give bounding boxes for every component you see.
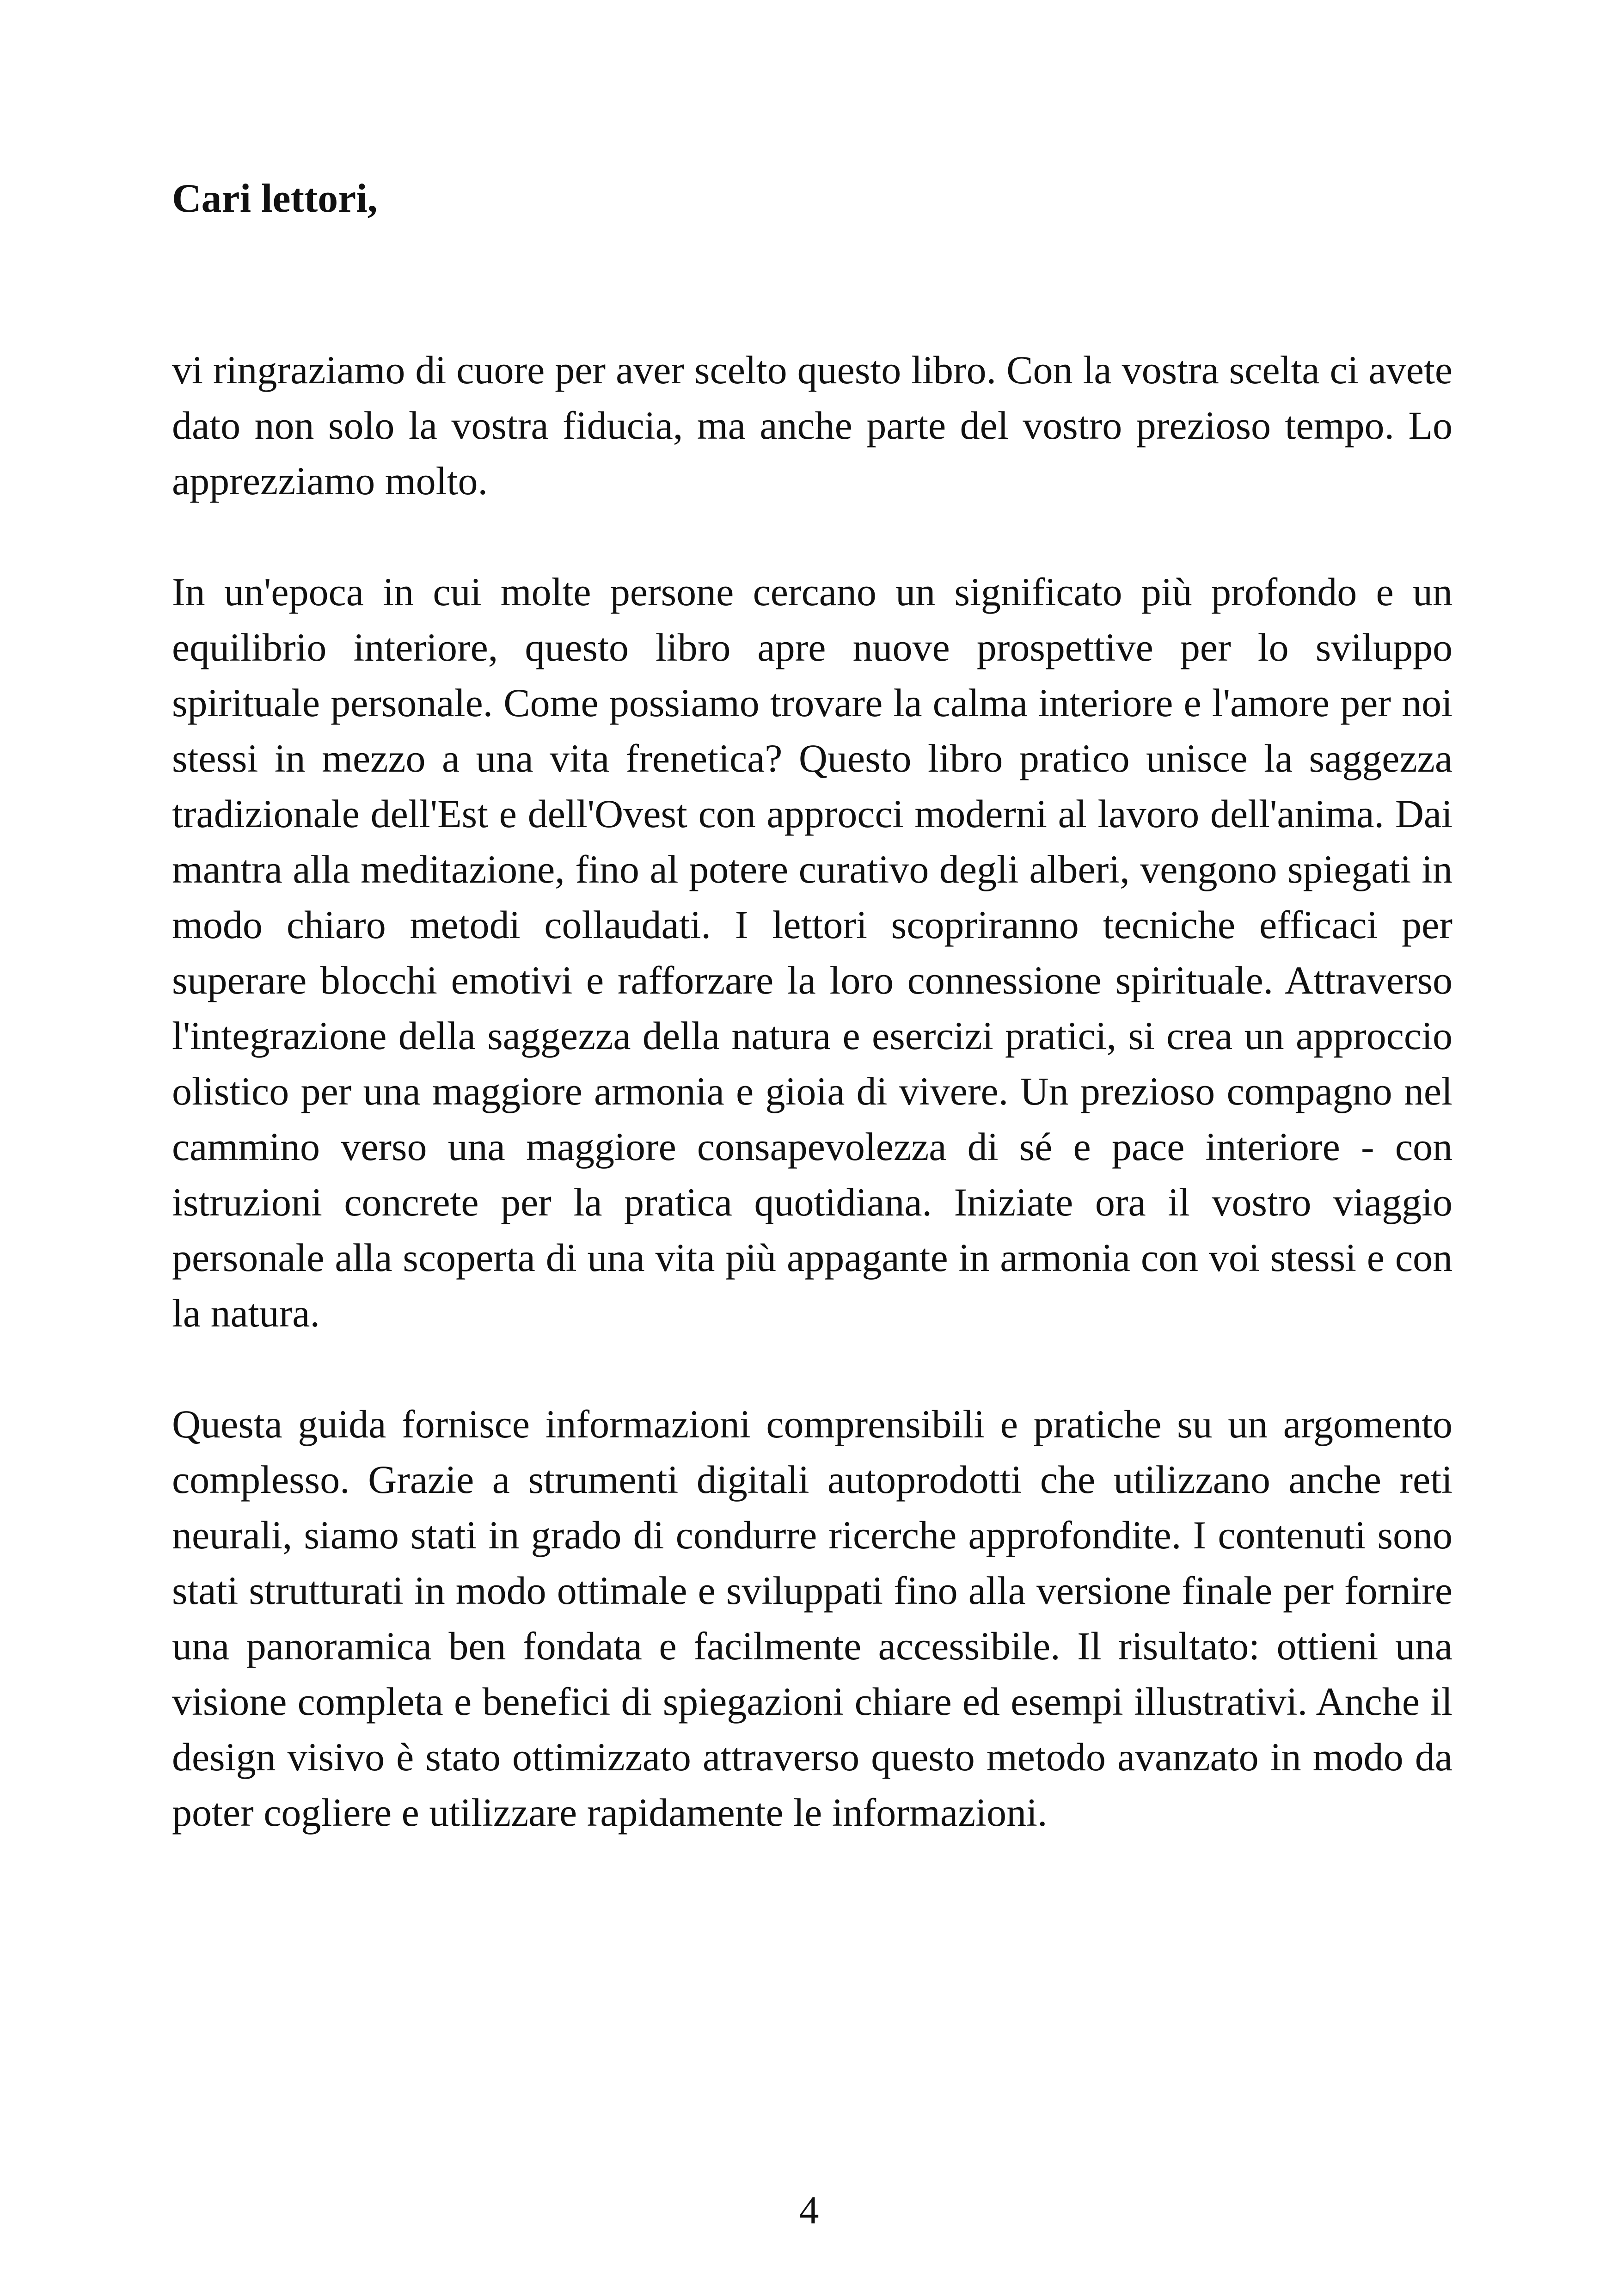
paragraph-book-description: In un'epoca in cui molte persone cercano un significato più profondo e un equilibrio interiore, questo libro apre nuove prospettive per lo sviluppo spirituale personale. Come possiamo trovare la calma interiore e l'amore per noi stessi in mezzo a una vita frenetica? Questo libro pratico unisce la saggezza tradizionale dell'Est e dell'Ovest con approcci moderni al lavoro dell'anima. Dai mantra alla meditazione, fino al potere curativo degli alberi, vengono spiegati in modo chiaro metodi collaudati. I lettori scopriranno tecniche efficaci per superare blocchi emotivi e rafforzare la loro connessione spirituale. Attraverso l'integrazione della saggezza della natura e esercizi pratici, si crea un approccio olistico per una maggiore armonia e gioia di vivere. Un prezioso compagno nel cammino verso una maggiore consapevolezza di sé e pace interiore - con istruzioni concrete per la pratica quotidiana. Iniziate ora il vostro viaggio personale alla scoperta di una vita più appagante in armonia con voi stessi e con la natura. xyxy=(172,570,1453,1335)
page-content xyxy=(172,171,1453,1840)
page-number: 4 xyxy=(799,2188,819,2232)
paragraph-guide-methodology: Questa guida fornisce informazioni comprensibili e pratiche su un argomento complesso. Grazie a strumenti digitali autoprodotti che utilizzano anche reti neurali, siamo stati in grado di condurre ricerche approfondite. I contenuti sono stati strutturati in modo ottimale e sviluppati fino alla versione finale per fornire una panoramica ben fondata e facilmente accessibile. Il risultato: ottieni una visione completa e benefici di spiegazioni chiare ed esempi illustrativi. Anche il design visivo è stato ottimizzato attraverso questo metodo avanzato in modo da poter cogliere e utilizzare rapidamente le informazioni. xyxy=(172,1402,1453,1835)
paragraph-thanks: vi ringraziamo di cuore per aver scelto questo libro. Con la vostra scelta ci avete dato non solo la vostra fiducia, ma anche parte del vostro prezioso tempo. Lo apprezziamo molto. xyxy=(172,348,1453,503)
salutation-heading: Cari lettori, xyxy=(172,176,378,221)
